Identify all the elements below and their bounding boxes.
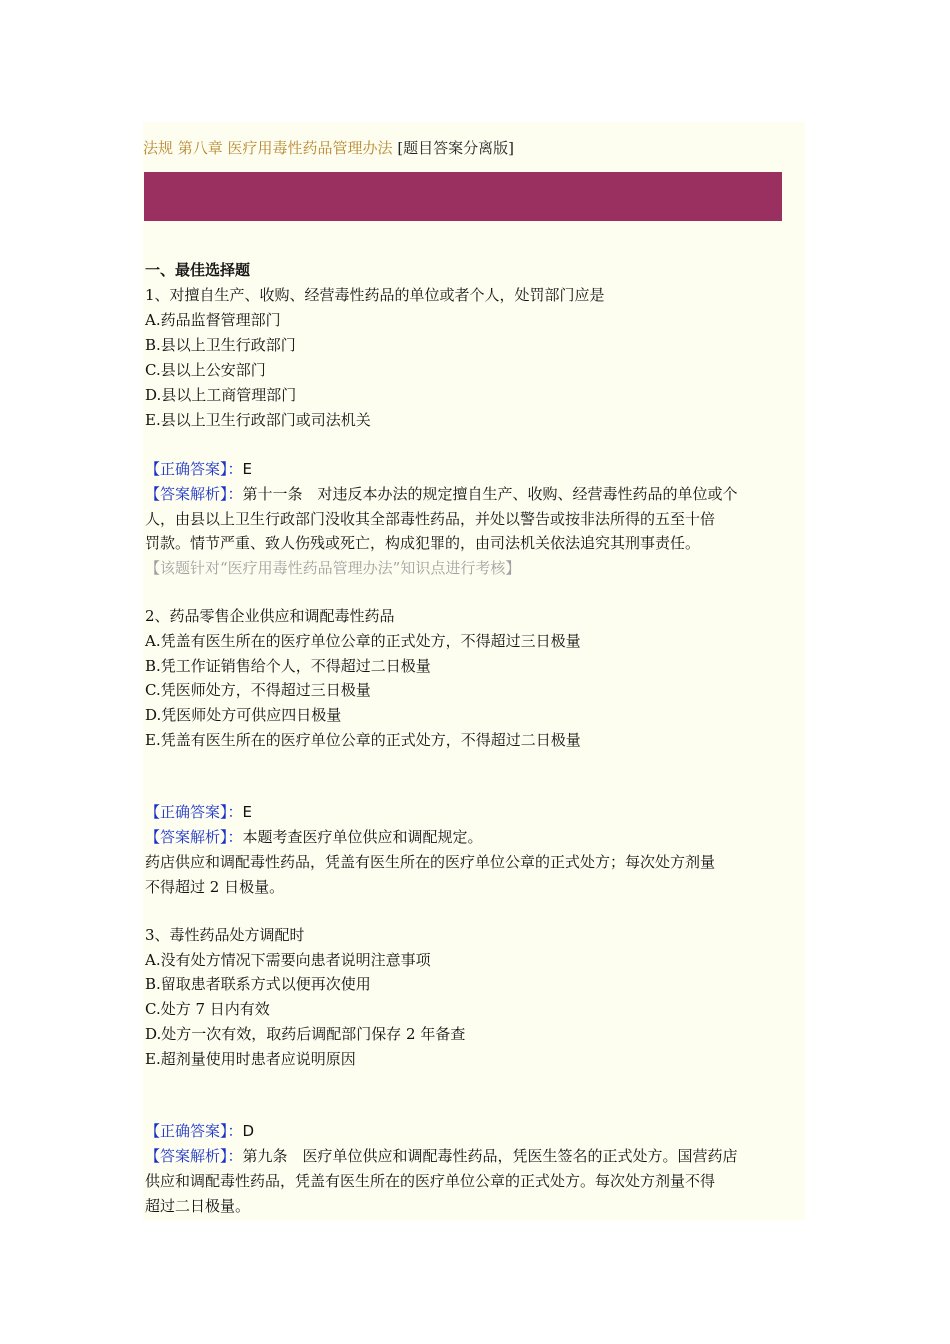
section-heading: 一、最佳选择题	[145, 261, 251, 279]
title-suffix: [题目答案分离版]	[397, 139, 515, 157]
q1-analysis-line-3: 罚款。情节严重、致人伤残或死亡，构成犯罪的，由司法机关依法追究其刑事责任。	[145, 534, 701, 552]
q3-analysis-row	[145, 1146, 738, 1166]
q1-option-e: E.县以上卫生行政部门或司法机关	[145, 411, 371, 429]
q1-analysis-line-2: 人，由县以上卫生行政部门没收其全部毒性药品，并处以警告或按非法所得的五至十倍	[145, 510, 716, 528]
q3-analysis-line-2: 供应和调配毒性药品，凭盖有医生所在的医疗单位公章的正式处方。每次处方剂量不得	[145, 1172, 716, 1190]
q2-analysis-row	[145, 827, 483, 847]
q1-knowledge-note: 【该题针对“医疗用毒性药品管理办法”知识点进行考核】	[145, 559, 521, 577]
q1-analysis-label: 【答案解析】：	[145, 485, 243, 503]
q3-option-c: C.处方 7 日内有效	[145, 1000, 270, 1018]
q3-option-b: B.留取患者联系方式以便再次使用	[145, 975, 371, 993]
q3-answer-value: D	[242, 1122, 255, 1140]
q1-answer-label: 【正确答案】：	[145, 460, 243, 478]
page-title	[143, 138, 514, 158]
q3-option-a: A.没有处方情况下需要向患者说明注意事项	[145, 951, 431, 969]
q3-analysis-label: 【答案解析】：	[145, 1147, 243, 1165]
q1-answer-value: E	[242, 460, 252, 478]
q2-answer-label: 【正确答案】：	[145, 803, 243, 821]
header-banner	[144, 172, 782, 221]
q1-option-a: A.药品监督管理部门	[145, 311, 281, 329]
q3-answer-row	[145, 1121, 254, 1141]
q3-answer-label: 【正确答案】：	[145, 1122, 243, 1140]
q2-analysis-line-2: 不得超过 2 日极量。	[145, 878, 285, 896]
document-page	[143, 122, 805, 1220]
q2-option-d: D.凭医师处方可供应四日极量	[145, 706, 342, 724]
q3-option-e: E.超剂量使用时患者应说明原因	[145, 1050, 356, 1068]
q2-option-a: A.凭盖有医生所在的医疗单位公章的正式处方，不得超过三日极量	[145, 632, 581, 650]
q1-option-c: C.县以上公安部门	[145, 361, 266, 379]
q3-stem: 3、毒性药品处方调配时	[145, 926, 305, 944]
q2-analysis-line-1: 药店供应和调配毒性药品，凭盖有医生所在的医疗单位公章的正式处方；每次处方剂量	[145, 853, 716, 871]
q1-option-b: B.县以上卫生行政部门	[145, 336, 296, 354]
q3-analysis-line-3: 超过二日极量。	[145, 1197, 251, 1215]
q3-option-d: D.处方一次有效，取药后调配部门保存 2 年备查	[145, 1025, 466, 1043]
q2-answer-row	[145, 802, 252, 822]
q1-option-d: D.县以上工商管理部门	[145, 386, 297, 404]
q1-analysis-line-1: 第十一条 对违反本办法的规定擅自生产、收购、经营毒性药品的单位或个	[242, 485, 738, 503]
q2-option-e: E.凭盖有医生所在的医疗单位公章的正式处方，不得超过二日极量	[145, 731, 581, 749]
q1-answer-row	[145, 459, 252, 479]
q2-answer-value: E	[242, 803, 252, 821]
q2-option-b: B.凭工作证销售给个人，不得超过二日极量	[145, 657, 431, 675]
q2-option-c: C.凭医师处方，不得超过三日极量	[145, 681, 371, 699]
q3-analysis-line-1: 第九条 医疗单位供应和调配毒性药品，凭医生签名的正式处方。国营药店	[242, 1147, 738, 1165]
q1-analysis-row	[145, 484, 738, 504]
q1-stem: 1、对擅自生产、收购、经营毒性药品的单位或者个人，处罚部门应是	[145, 286, 605, 304]
q2-analysis-first: 本题考查医疗单位供应和调配规定。	[242, 828, 483, 846]
q2-analysis-label: 【答案解析】：	[145, 828, 243, 846]
title-main: 法规 第八章 医疗用毒性药品管理办法	[143, 139, 393, 157]
q2-stem: 2、药品零售企业供应和调配毒性药品	[145, 607, 395, 625]
